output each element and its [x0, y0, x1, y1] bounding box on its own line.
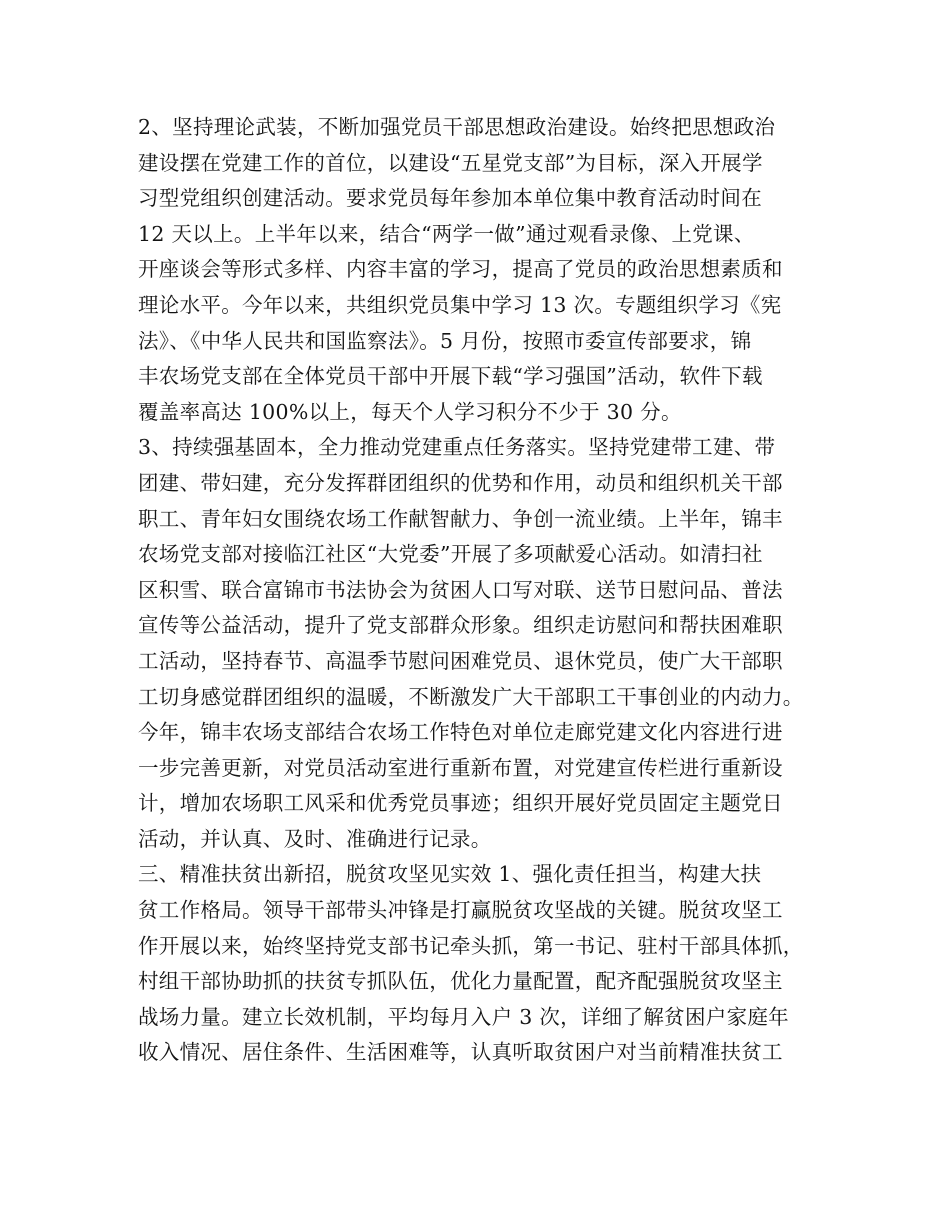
body-text — [138, 110, 838, 1071]
text-line: 法》、《中华人民共和国监察法》。5 月份，按照市委宣传部要求，锦 — [138, 328, 752, 353]
text-line: 今年，锦丰农场支部结合农场工作特色对单位走廊党建文化内容进行进 — [138, 720, 783, 745]
text-line: 区积雪、联合富锦市书法协会为贫困人口写对联、送节日慰问品、普法 — [138, 577, 783, 602]
text-line: 贫工作格局。领导干部带头冲锋是打赢脱贫攻坚战的关键。脱贫攻坚工 — [138, 898, 783, 923]
text-line: 工活动，坚持春节、高温季节慰问困难党员、退休党员，使广大干部职 — [138, 648, 783, 673]
text-line: 工切身感觉群团组织的温暖，不断激发广大干部职工干事创业的内动力。 — [138, 684, 804, 709]
text-line: 开座谈会等形式多样、内容丰富的学习，提高了党员的政治思想素质和 — [138, 257, 783, 282]
text-line: 覆盖率高达 100%以上，每天个人学习积分不少于 30 分。 — [138, 399, 682, 424]
text-line: 收入情况、居住条件、生活困难等，认真听取贫困户对当前精准扶贫工 — [138, 1040, 783, 1065]
text-line: 活动，并认真、及时、准确进行记录。 — [138, 826, 492, 851]
text-line: 一步完善更新，对党员活动室进行重新布置，对党建宣传栏进行重新设 — [138, 755, 783, 780]
text-line: 宣传等公益活动，提升了党支部群众形象。组织走访慰问和帮扶困难职 — [138, 613, 783, 638]
text-line: 村组干部协助抓的扶贫专抓队伍，优化力量配置，配齐配强脱贫攻坚主 — [138, 969, 783, 994]
text-line: 三、精准扶贫出新招，脱贫攻坚见实效 1、强化责任担当，构建大扶 — [138, 862, 762, 887]
text-line: 战场力量。建立长效机制，平均每月入户 3 次，详细了解贫困户家庭年 — [138, 1004, 789, 1029]
text-line: 理论水平。今年以来，共组织党员集中学习 13 次。专题组织学习《宪 — [138, 292, 782, 317]
text-line: 作开展以来，始终坚持党支部书记牵头抓，第一书记、驻村干部具体抓， — [138, 933, 804, 958]
text-line: 团建、带妇建，充分发挥群团组织的优势和作用，动员和组织机关干部 — [138, 470, 783, 495]
text-line: 农场党支部对接临江社区“大党委”开展了多项献爱心活动。如清扫社 — [138, 542, 763, 567]
text-line: 3、持续强基固本，全力推动党建重点任务落实。坚持党建带工建、带 — [138, 435, 776, 460]
text-line: 职工、青年妇女围绕农场工作献智献力、争创一流业绩。上半年，锦丰 — [138, 506, 783, 531]
text-line: 建设摆在党建工作的首位，以建设“五星党支部”为目标，深入开展学 — [138, 150, 763, 175]
text-line: 12 天以上。上半年以来，结合“两学一做”通过观看录像、上党课、 — [138, 221, 755, 246]
text-line: 丰农场党支部在全体党员干部中开展下载“学习强国”活动，软件下载 — [138, 364, 763, 389]
text-line: 计，增加农场职工风采和优秀党员事迹；组织开展好党员固定主题党日 — [138, 791, 783, 816]
text-line: 2、坚持理论武装，不断加强党员干部思想政治建设。始终把思想政治 — [138, 115, 776, 139]
text-line: 习型党组织创建活动。要求党员每年参加本单位集中教育活动时间在 — [138, 186, 762, 211]
